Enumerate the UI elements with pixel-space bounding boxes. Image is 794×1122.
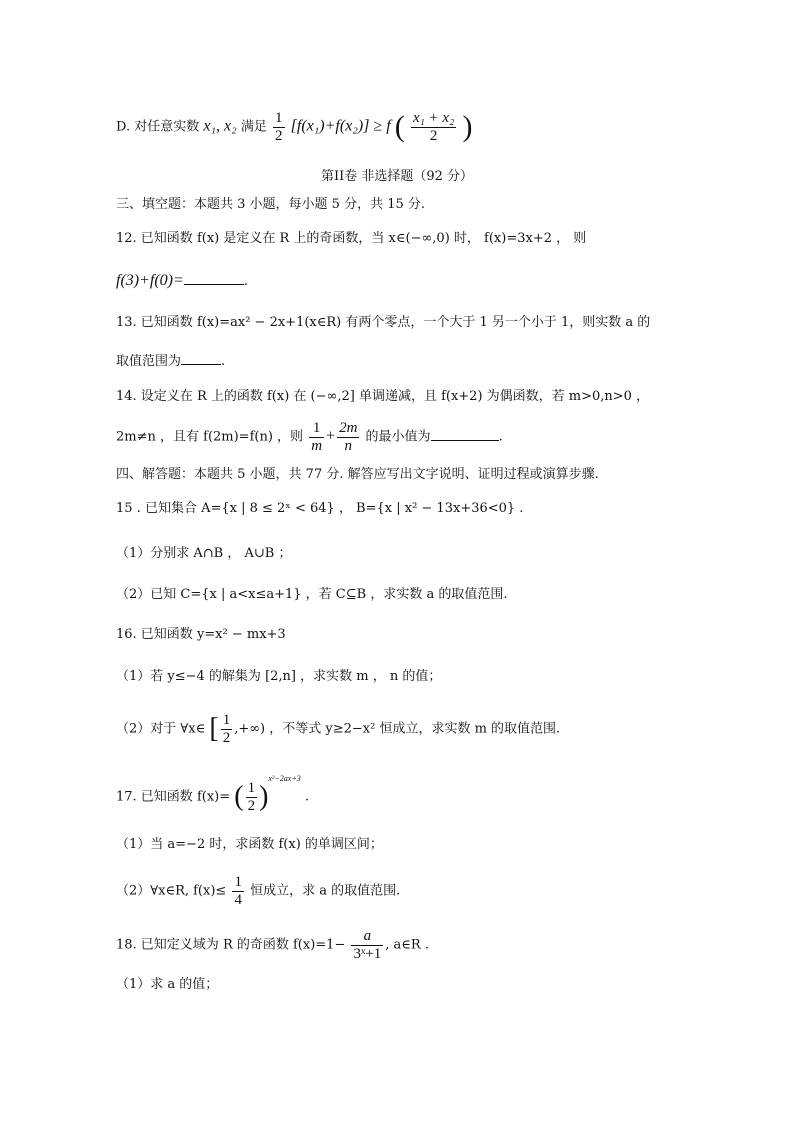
q18-stem: 18. 已知定义域为 R 的奇函数 f(x)=1− $\frac{a}{\text{3ˣ+1}}$ , a∈R .: [116, 928, 429, 962]
option-d-expr: [f(x₁)+f(x₂)] ≥ f: [290, 117, 391, 135]
left-bracket: [: [209, 713, 219, 744]
q18-part1: （1）求 a 的值；: [116, 977, 219, 992]
q15-stem: 15 . 已知集合 A={x | 8 ≤ 2ˣ < 64} ， B={x | x² − 13x+36<0} .: [116, 501, 524, 516]
q17-part2: （2）∀x∈R, f(x)≤ $\frac{1}{4}$ 恒成立，求 a 的取值范围.: [116, 874, 401, 908]
option-d-vars: x₁, x₂: [203, 117, 237, 135]
q17-part1: （1）当 a=−2 时，求函数 f(x) 的单调区间；: [116, 837, 383, 852]
q15-part1: （1）分别求 A∩B ， A∪B ；: [116, 546, 292, 561]
section-title: 第II卷 非选择题（92 分）: [320, 169, 474, 184]
option-d-mid: 满足: [240, 119, 267, 135]
q14-line2: 2m≠n ，且有 f(2m)=f(n) ，则 $\frac{1}{m}$ + $\frac{2m}{n}$ 的最小值为 .: [116, 420, 503, 454]
solve-header: 四、解答题：本题共 5 小题，共 77 分. 解答应写出文字说明、证明过程或演算步骤.: [116, 467, 599, 482]
fraction-half: $\frac{1}{2}$: [222, 712, 231, 746]
answer-blank[interactable]: [184, 272, 244, 285]
answer-blank[interactable]: [181, 352, 221, 365]
right-paren: ): [462, 110, 473, 143]
fraction-quarter: $\frac{1}{4}$: [234, 874, 242, 908]
q12-line1: 12. 已知函数 f(x) 是定义在 R 上的奇函数，当 x∈(−∞,0) 时， f(x)=3x+2 ， 则: [116, 231, 587, 246]
q16-part2: （2）对于 ∀x∈ [ $\frac{1}{2}$ ,+∞) ，不等式 y≥2−x² 恒成立，求实数 m 的取值范围.: [116, 712, 561, 746]
fraction-1-over-m: $\frac{1}{m}$: [311, 420, 323, 454]
answer-blank[interactable]: [431, 428, 499, 441]
q16-stem: 16. 已知函数 y=x² − mx+3: [116, 627, 286, 642]
option-d-label: D. 对任意实数: [116, 119, 200, 135]
q14-line1: 14. 设定义在 R 上的函数 f(x) 在 (−∞,2] 单调递减，且 f(x+2) 为偶函数，若 m>0,n>0 ，: [116, 389, 650, 404]
exponent: x²−2ax+3: [268, 774, 301, 784]
fill-header: 三、填空题：本题共 3 小题，每小题 5 分，共 15 分.: [116, 197, 426, 212]
fraction-half: $\frac{1}{2}$: [275, 110, 283, 144]
q15-part2: （2）已知 C={x | a<x≤a+1} ，若 C⊆B ，求实数 a 的取值范围.: [116, 587, 508, 602]
q13-line2: 取值范围为 .: [116, 354, 226, 369]
option-d: [116, 110, 472, 144]
q17-stem: 17. 已知函数 f(x)= ( $\frac{1}{2}$ )$^{x^2-2ax+3}$ .: [116, 774, 309, 814]
fraction-average: $\frac{\text{x₁ + x₂}}{2}$: [412, 110, 455, 144]
q16-part1: （1）若 y≤−4 的解集为 [2,n] ，求实数 m ， n 的值；: [116, 669, 442, 684]
q12-line2: f(3)+f(0)= .: [116, 272, 248, 289]
fraction-a-over: $\frac{a}{\text{3ˣ+1}}$: [353, 928, 382, 962]
q13-line1: 13. 已知函数 f(x)=ax² − 2x+1(x∈R) 有两个零点，一个大于 1 另一个小于 1，则实数 a 的: [116, 315, 651, 330]
fraction-half: $\frac{1}{2}$: [247, 780, 256, 814]
left-paren: (: [394, 110, 405, 143]
fraction-2m-over-n: $\frac{2m}{n}$: [339, 420, 358, 454]
